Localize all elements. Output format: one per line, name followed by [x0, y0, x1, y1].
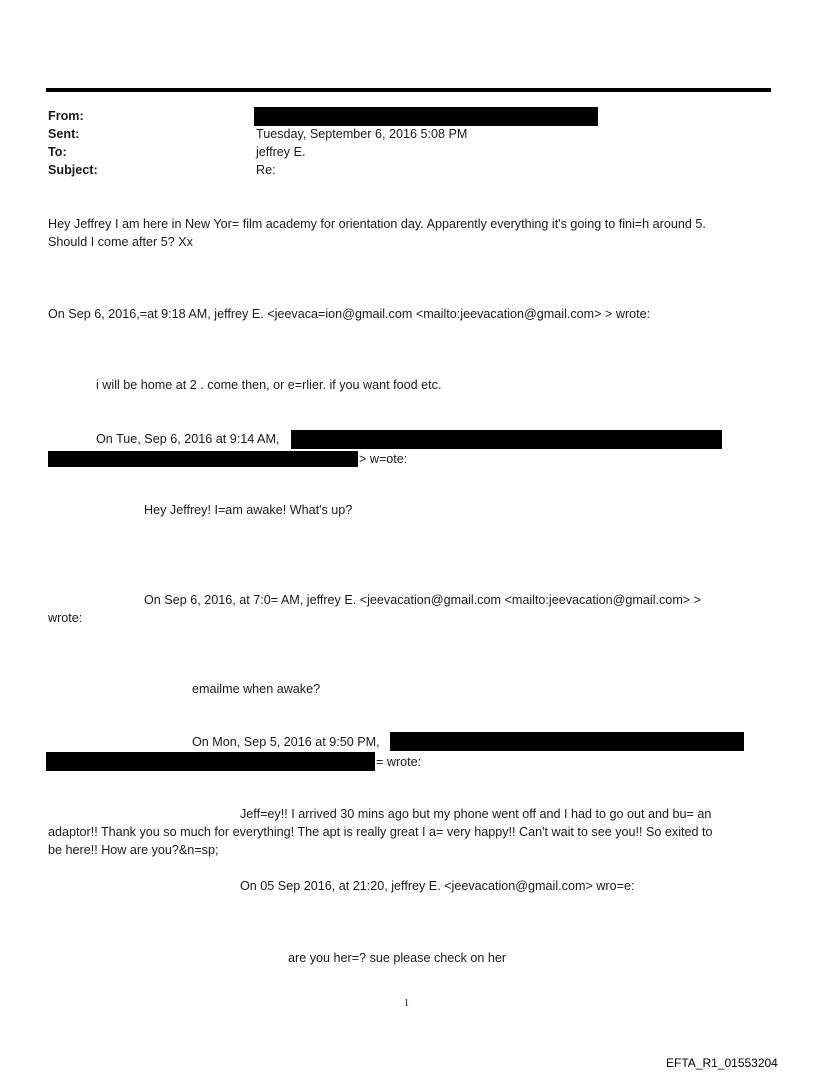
- quote-4-redaction-1: [390, 732, 744, 751]
- message-5-line-1: Jeff=ey!! I arrived 30 mins ago but my phone went off and I had to go out and bu= an: [240, 807, 712, 821]
- quote-4-header: On Mon, Sep 5, 2016 at 9:50 PM,: [192, 735, 380, 749]
- from-redaction: [254, 107, 598, 126]
- quote-2-header: On Tue, Sep 6, 2016 at 9:14 AM,: [96, 432, 280, 446]
- message-3: Hey Jeffrey! I=am awake! What's up?: [144, 503, 353, 517]
- quote-2-redaction-2: [48, 451, 358, 467]
- quote-1-header: On Sep 6, 2016,=at 9:18 AM, jeffrey E. <jeevaca=ion@gmail.com <mailto:jeevacation@gmail.com> > wrote:: [48, 307, 651, 321]
- message-2: i will be home at 2 . come then, or e=rlier. if you want food etc.: [96, 378, 442, 392]
- quote-4-wrote: = wrote:: [376, 755, 422, 769]
- quote-3-header: On Sep 6, 2016, at 7:0= AM, jeffrey E. <jeevacation@gmail.com <mailto:jeevacation@gmail.com> >: [144, 593, 702, 607]
- message-1-line-1: Hey Jeffrey I am here in New Yor= film academy for orientation day. Apparently everything it's going to fini=h around 5.: [48, 217, 706, 231]
- sent-label: Sent:: [48, 127, 80, 141]
- quote-3-wrote: wrote:: [48, 611, 83, 625]
- quote-5-header: On 05 Sep 2016, at 21:20, jeffrey E. <jeevacation@gmail.com> wro=e:: [240, 879, 635, 893]
- quote-4-redaction-2: [46, 752, 375, 771]
- sent-value: Tuesday, September 6, 2016 5:08 PM: [256, 127, 468, 141]
- to-value: jeffrey E.: [256, 145, 306, 159]
- message-1-line-2: Should I come after 5? Xx: [48, 235, 193, 249]
- header-rule: [46, 88, 771, 92]
- subject-label: Subject:: [48, 163, 98, 177]
- quote-2-wrote: > w=ote:: [359, 452, 408, 466]
- to-label: To:: [48, 145, 67, 159]
- subject-value: Re:: [256, 163, 276, 177]
- quote-2-redaction-1: [291, 430, 722, 449]
- message-5-line-2: adaptor!! Thank you so much for everything! The apt is really great I a= very happy!! Can't wait to see you!! So exited to: [48, 825, 713, 839]
- document-id: EFTA_R1_01553204: [666, 1056, 778, 1070]
- message-6: are you her=? sue please check on her: [288, 951, 507, 965]
- page-number: 1: [404, 998, 409, 1009]
- message-4: emailme when awake?: [192, 682, 321, 696]
- from-label: From:: [48, 109, 84, 123]
- message-5-line-3: be here!! How are you?&n=sp;: [48, 843, 219, 857]
